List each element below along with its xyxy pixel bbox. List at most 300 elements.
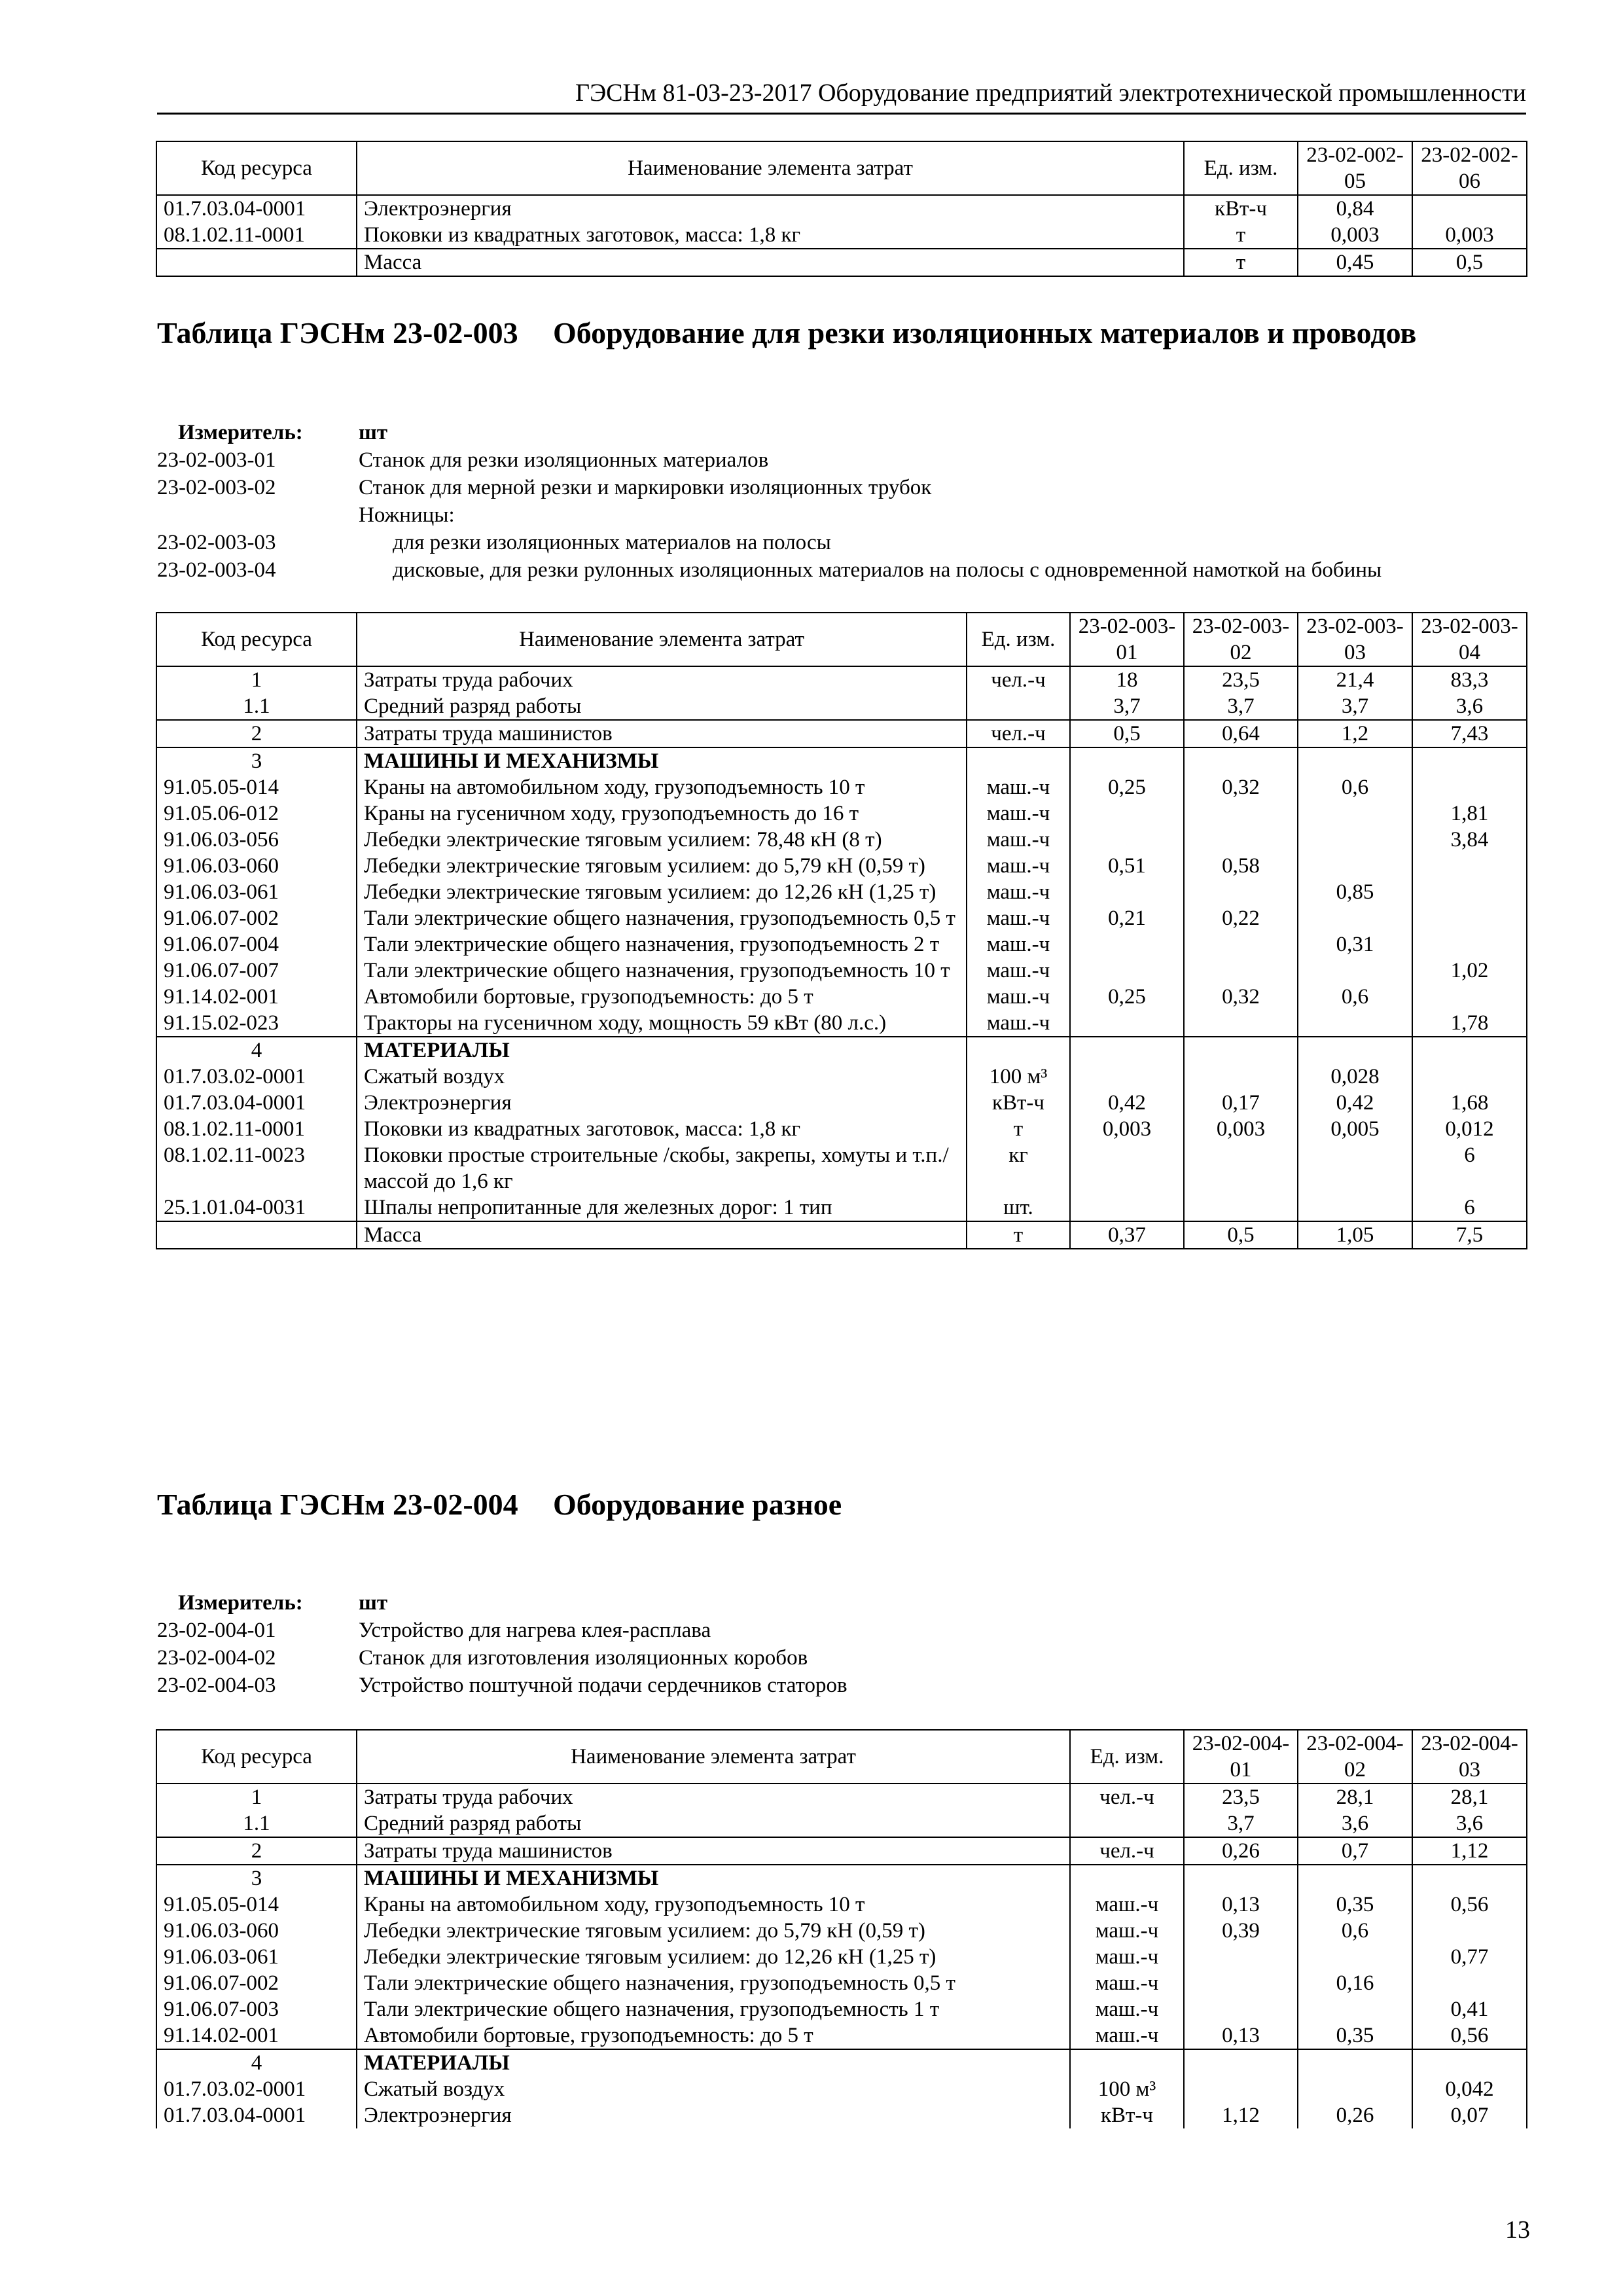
value-cell <box>1412 1064 1527 1090</box>
value-cell <box>1184 1037 1298 1064</box>
value-cell: 1,05 <box>1298 1221 1412 1249</box>
value-cell <box>1070 747 1184 774</box>
col-header-unit: Ед. изм. <box>967 613 1070 666</box>
table-header-row <box>156 613 1527 666</box>
col-header-name: Наименование элемента затрат <box>357 613 967 666</box>
unit: маш.-ч <box>967 879 1070 905</box>
value-cell <box>1412 984 1527 1010</box>
value-cell <box>1070 1142 1184 1194</box>
unit: маш.-ч <box>967 800 1070 827</box>
value-cell: 0,5 <box>1412 249 1527 276</box>
value-cell <box>1070 827 1184 853</box>
value-cell: 3,7 <box>1070 693 1184 720</box>
unit: маш.-ч <box>967 1010 1070 1037</box>
unit: кВт-ч <box>967 1090 1070 1116</box>
list-item <box>157 1617 1531 1644</box>
col-header-unit: Ед. изм. <box>1184 141 1298 195</box>
resource-code: 01.7.03.04-0001 <box>156 1090 357 1116</box>
value-cell: 1,12 <box>1184 2102 1298 2128</box>
value-cell: 3,6 <box>1412 1810 1527 1837</box>
cost-element-name: Затраты труда рабочих <box>357 666 967 693</box>
value-cell <box>1298 958 1412 984</box>
cost-element-name: Средний разряд работы <box>357 1810 1070 1837</box>
cost-element-name: Тали электрические общего назначения, грузоподъемность 1 т <box>357 1996 1070 2022</box>
value-cell: 0,003 <box>1298 222 1412 249</box>
cost-element-name: Электроэнергия <box>357 195 1184 222</box>
resource-code: 91.14.02-001 <box>156 984 357 1010</box>
table-row <box>156 1970 1527 1996</box>
running-header: ГЭСНм 81-03-23-2017 Оборудование предприятий электротехнической промышленности <box>157 73 1526 115</box>
item-code: 23-02-003-04 <box>157 558 276 582</box>
resource-code: 25.1.01.04-0031 <box>156 1194 357 1221</box>
col-header-value: 23-02-004-02 <box>1298 1730 1412 1784</box>
value-cell <box>1184 2049 1298 2076</box>
unit: маш.-ч <box>1070 1944 1184 1970</box>
cost-element-name: Лебедки электрические тяговым усилием: до 12,26 кН (1,25 т) <box>357 1944 1070 1970</box>
item-text: Устройство для нагрева клея-расплава <box>359 1619 711 1642</box>
item-code: 23-02-004-03 <box>157 1674 276 1697</box>
resource-code: 01.7.03.04-0001 <box>156 2102 357 2128</box>
table-row <box>156 1037 1527 1064</box>
resource-code: 91.06.03-061 <box>156 879 357 905</box>
value-cell <box>1298 1865 1412 1892</box>
value-cell: 1,12 <box>1412 1837 1527 1865</box>
cost-element-name: Лебедки электрические тяговым усилием: до 5,79 кН (0,59 т) <box>357 853 967 879</box>
table-row <box>156 958 1527 984</box>
table-row-mass <box>156 249 1527 276</box>
value-cell: 1,81 <box>1412 800 1527 827</box>
value-cell <box>1298 1142 1412 1194</box>
resource-code <box>156 249 357 276</box>
value-cell: 0,35 <box>1298 2022 1412 2049</box>
cost-element-name: Тали электрические общего назначения, грузоподъемность 10 т <box>357 958 967 984</box>
value-cell <box>1070 1010 1184 1037</box>
list-item <box>157 1644 1531 1672</box>
cost-element-name: МАШИНЫ И МЕХАНИЗМЫ <box>357 1865 1070 1892</box>
cost-element-name: Поковки простые строительные /скобы, закрепы, хомуты и т.п./ массой до 1,6 кг <box>357 1142 967 1194</box>
table-row <box>156 1837 1527 1865</box>
value-cell: 0,42 <box>1070 1090 1184 1116</box>
table-row <box>156 1116 1527 1142</box>
meter-row <box>157 419 1531 446</box>
value-cell <box>1184 2076 1298 2102</box>
value-cell <box>1412 774 1527 800</box>
unit: шт. <box>967 1194 1070 1221</box>
value-cell: 0,58 <box>1184 853 1298 879</box>
value-cell: 23,5 <box>1184 1784 1298 1810</box>
value-cell: 0,16 <box>1298 1970 1412 1996</box>
resource-code: 91.06.07-007 <box>156 958 357 984</box>
item-code: 23-02-003-02 <box>157 476 276 499</box>
col-header-value: 23-02-002-06 <box>1412 141 1527 195</box>
value-cell <box>1298 1194 1412 1221</box>
resource-code: 01.7.03.02-0001 <box>156 2076 357 2102</box>
value-cell: 0,84 <box>1298 195 1412 222</box>
item-text: Станок для резки изоляционных материалов <box>359 448 769 472</box>
table-row <box>156 1064 1527 1090</box>
table-row <box>156 1944 1527 1970</box>
list-item <box>157 474 1531 501</box>
table-row <box>156 1090 1527 1116</box>
value-cell: 0,77 <box>1412 1944 1527 1970</box>
value-cell <box>1412 1970 1527 1996</box>
table-row <box>156 693 1527 720</box>
value-cell: 0,37 <box>1070 1221 1184 1249</box>
item-text: Устройство поштучной подачи сердечников статоров <box>359 1674 847 1697</box>
unit: маш.-ч <box>967 931 1070 958</box>
value-cell: 0,13 <box>1184 2022 1298 2049</box>
resource-code: 2 <box>156 720 357 747</box>
cost-element-name: Поковки из квадратных заготовок, масса: 1,8 кг <box>357 1116 967 1142</box>
table-row <box>156 905 1527 931</box>
value-cell: 0,003 <box>1184 1116 1298 1142</box>
resource-code: 91.05.05-014 <box>156 774 357 800</box>
value-cell: 3,6 <box>1412 693 1527 720</box>
value-cell: 0,26 <box>1298 2102 1412 2128</box>
table-row <box>156 1865 1527 1892</box>
value-cell <box>1298 853 1412 879</box>
cost-element-name: Электроэнергия <box>357 1090 967 1116</box>
cost-element-name: Тали электрические общего назначения, грузоподъемность 2 т <box>357 931 967 958</box>
cost-element-name: Автомобили бортовые, грузоподъемность: до 5 т <box>357 984 967 1010</box>
table-row <box>156 984 1527 1010</box>
value-cell: 1,2 <box>1298 720 1412 747</box>
cost-element-name: Тали электрические общего назначения, грузоподъемность 0,5 т <box>357 905 967 931</box>
meter-label: Измеритель: <box>178 421 303 444</box>
cost-element-name: Масса <box>357 1221 967 1249</box>
value-cell: 0,39 <box>1184 1918 1298 1944</box>
value-cell: 3,7 <box>1184 1810 1298 1837</box>
table-row <box>156 747 1527 774</box>
item-code: 23-02-003-03 <box>157 531 276 554</box>
value-cell: 1,02 <box>1412 958 1527 984</box>
value-cell <box>1298 2076 1412 2102</box>
cost-element-name: Шпалы непропитанные для железных дорог: 1 тип <box>357 1194 967 1221</box>
unit: чел.-ч <box>1070 1837 1184 1865</box>
table-003-number: Таблица ГЭСНм 23-02-003 <box>157 316 518 350</box>
value-cell <box>1412 195 1527 222</box>
col-header-code: Код ресурса <box>156 1730 357 1784</box>
item-text: Станок для изготовления изоляционных коробов <box>359 1646 808 1670</box>
unit: маш.-ч <box>967 827 1070 853</box>
col-header-code: Код ресурса <box>156 141 357 195</box>
meter-unit: шт <box>359 421 388 444</box>
resource-code: 3 <box>156 1865 357 1892</box>
value-cell <box>1412 1865 1527 1892</box>
value-cell: 6 <box>1412 1142 1527 1194</box>
cost-element-name: Затраты труда рабочих <box>357 1784 1070 1810</box>
value-cell <box>1298 2049 1412 2076</box>
value-cell: 0,64 <box>1184 720 1298 747</box>
meter-row <box>157 1589 1531 1617</box>
list-item <box>157 446 1531 474</box>
unit: маш.-ч <box>967 853 1070 879</box>
page-number: 13 <box>1505 2216 1530 2244</box>
table-row <box>156 1918 1527 1944</box>
value-cell: 0,6 <box>1298 774 1412 800</box>
value-cell <box>1412 747 1527 774</box>
value-cell: 0,31 <box>1298 931 1412 958</box>
resource-table-23-02-002 <box>156 141 1527 277</box>
table-row <box>156 931 1527 958</box>
resource-code: 91.06.03-060 <box>156 1918 357 1944</box>
table-003-title: Оборудование для резки изоляционных материалов и проводов <box>553 316 1417 350</box>
resource-code: 91.06.07-002 <box>156 905 357 931</box>
cost-element-name: Лебедки электрические тяговым усилием: 78,48 кН (8 т) <box>357 827 967 853</box>
cost-element-name: Сжатый воздух <box>357 1064 967 1090</box>
value-cell: 3,7 <box>1298 693 1412 720</box>
value-cell: 0,13 <box>1184 1892 1298 1918</box>
value-cell: 28,1 <box>1412 1784 1527 1810</box>
cost-element-name: МАТЕРИАЛЫ <box>357 2049 1070 2076</box>
item-text: для резки изоляционных материалов на полосы <box>393 531 831 554</box>
unit: маш.-ч <box>1070 2022 1184 2049</box>
cost-element-name: Поковки из квадратных заготовок, масса: 1,8 кг <box>357 222 1184 249</box>
value-cell <box>1184 1194 1298 1221</box>
value-cell: 0,5 <box>1184 1221 1298 1249</box>
value-cell: 0,32 <box>1184 984 1298 1010</box>
resource-table-23-02-004 <box>156 1729 1527 2128</box>
table-row <box>156 879 1527 905</box>
table-003-heading <box>157 314 1526 393</box>
unit: маш.-ч <box>1070 1970 1184 1996</box>
value-cell: 0,5 <box>1070 720 1184 747</box>
unit <box>967 1037 1070 1064</box>
value-cell <box>1412 931 1527 958</box>
value-cell: 0,012 <box>1412 1116 1527 1142</box>
value-cell <box>1184 1064 1298 1090</box>
table-row-mass <box>156 1221 1527 1249</box>
resource-code: 91.14.02-001 <box>156 2022 357 2049</box>
resource-table-23-02-003 <box>156 612 1527 1249</box>
value-cell: 18 <box>1070 666 1184 693</box>
resource-code: 3 <box>156 747 357 774</box>
value-cell <box>1184 1944 1298 1970</box>
unit <box>967 693 1070 720</box>
cost-element-name: Средний разряд работы <box>357 693 967 720</box>
table-004-number: Таблица ГЭСНм 23-02-004 <box>157 1488 518 1521</box>
value-cell: 0,32 <box>1184 774 1298 800</box>
value-cell <box>1070 800 1184 827</box>
value-cell: 0,028 <box>1298 1064 1412 1090</box>
value-cell <box>1298 747 1412 774</box>
item-text: Станок для мерной резки и маркировки изоляционных трубок <box>359 476 932 499</box>
value-cell <box>1184 827 1298 853</box>
table-row <box>156 800 1527 827</box>
table-row <box>156 195 1527 222</box>
value-cell: 0,22 <box>1184 905 1298 931</box>
value-cell: 0,003 <box>1412 222 1527 249</box>
item-code: 23-02-003-01 <box>157 448 276 472</box>
cost-element-name: МАШИНЫ И МЕХАНИЗМЫ <box>357 747 967 774</box>
value-cell: 0,21 <box>1070 905 1184 931</box>
resource-code <box>156 1221 357 1249</box>
cost-element-name: Краны на автомобильном ходу, грузоподъемность 10 т <box>357 774 967 800</box>
table-row <box>156 1010 1527 1037</box>
table-row <box>156 853 1527 879</box>
value-cell <box>1184 1996 1298 2022</box>
col-header-value: 23-02-003-03 <box>1298 613 1412 666</box>
table-row <box>156 774 1527 800</box>
value-cell: 0,56 <box>1412 2022 1527 2049</box>
unit: кВт-ч <box>1184 195 1298 222</box>
item-text: Ножницы: <box>359 503 455 527</box>
resource-code: 08.1.02.11-0023 <box>156 1142 357 1194</box>
unit: маш.-ч <box>1070 1892 1184 1918</box>
value-cell <box>1070 958 1184 984</box>
unit <box>1070 2049 1184 2076</box>
value-cell: 0,45 <box>1298 249 1412 276</box>
unit <box>967 747 1070 774</box>
unit: маш.-ч <box>967 984 1070 1010</box>
value-cell <box>1298 1944 1412 1970</box>
value-cell <box>1184 1142 1298 1194</box>
value-cell: 21,4 <box>1298 666 1412 693</box>
item-code: 23-02-004-01 <box>157 1619 276 1642</box>
value-cell: 3,6 <box>1298 1810 1412 1837</box>
resource-code: 01.7.03.04-0001 <box>156 195 357 222</box>
resource-code: 1.1 <box>156 693 357 720</box>
col-header-unit: Ед. изм. <box>1070 1730 1184 1784</box>
cost-element-name: Затраты труда машинистов <box>357 720 967 747</box>
resource-code: 1 <box>156 666 357 693</box>
table-004-title: Оборудование разное <box>553 1488 842 1521</box>
table-row <box>156 1194 1527 1221</box>
unit <box>1070 1865 1184 1892</box>
value-cell: 0,25 <box>1070 984 1184 1010</box>
table-004-meter-block <box>157 1589 1531 1699</box>
cost-element-name: Краны на гусеничном ходу, грузоподъемность до 16 т <box>357 800 967 827</box>
value-cell: 0,17 <box>1184 1090 1298 1116</box>
value-cell <box>1184 800 1298 827</box>
value-cell: 0,042 <box>1412 2076 1527 2102</box>
value-cell <box>1298 1010 1412 1037</box>
resource-code: 91.06.07-003 <box>156 1996 357 2022</box>
value-cell: 0,005 <box>1298 1116 1412 1142</box>
value-cell <box>1070 1194 1184 1221</box>
resource-code: 91.06.03-056 <box>156 827 357 853</box>
resource-code: 91.06.07-002 <box>156 1970 357 1996</box>
table-row <box>156 1784 1527 1810</box>
value-cell <box>1184 1865 1298 1892</box>
unit: 100 м³ <box>967 1064 1070 1090</box>
value-cell <box>1412 2049 1527 2076</box>
unit: чел.-ч <box>1070 1784 1184 1810</box>
value-cell <box>1412 905 1527 931</box>
value-cell <box>1298 1996 1412 2022</box>
cost-element-name: Краны на автомобильном ходу, грузоподъемность 10 т <box>357 1892 1070 1918</box>
unit: т <box>1184 249 1298 276</box>
value-cell: 0,56 <box>1412 1892 1527 1918</box>
resource-code: 91.05.05-014 <box>156 1892 357 1918</box>
value-cell: 28,1 <box>1298 1784 1412 1810</box>
value-cell <box>1412 853 1527 879</box>
resource-code: 08.1.02.11-0001 <box>156 222 357 249</box>
value-cell: 1,68 <box>1412 1090 1527 1116</box>
unit: т <box>967 1116 1070 1142</box>
value-cell <box>1298 905 1412 931</box>
col-header-value: 23-02-003-01 <box>1070 613 1184 666</box>
unit: кВт-ч <box>1070 2102 1184 2128</box>
value-cell <box>1184 931 1298 958</box>
unit: кг <box>967 1142 1070 1194</box>
value-cell: 1,78 <box>1412 1010 1527 1037</box>
value-cell: 0,25 <box>1070 774 1184 800</box>
value-cell: 0,6 <box>1298 984 1412 1010</box>
resource-code: 1.1 <box>156 1810 357 1837</box>
cost-element-name: Автомобили бортовые, грузоподъемность: до 5 т <box>357 2022 1070 2049</box>
resource-code: 91.15.02-023 <box>156 1010 357 1037</box>
resource-code: 91.06.03-061 <box>156 1944 357 1970</box>
resource-code: 08.1.02.11-0001 <box>156 1116 357 1142</box>
unit: чел.-ч <box>967 666 1070 693</box>
value-cell: 23,5 <box>1184 666 1298 693</box>
cost-element-name: Лебедки электрические тяговым усилием: до 5,79 кН (0,59 т) <box>357 1918 1070 1944</box>
unit: т <box>1184 222 1298 249</box>
value-cell: 7,5 <box>1412 1221 1527 1249</box>
value-cell: 0,07 <box>1412 2102 1527 2128</box>
table-row <box>156 1142 1527 1194</box>
table-row <box>156 720 1527 747</box>
table-row <box>156 222 1527 249</box>
value-cell: 0,41 <box>1412 1996 1527 2022</box>
unit: маш.-ч <box>1070 1918 1184 1944</box>
unit: чел.-ч <box>967 720 1070 747</box>
table-header-row <box>156 1730 1527 1784</box>
unit: т <box>967 1221 1070 1249</box>
resource-code: 91.06.07-004 <box>156 931 357 958</box>
list-item <box>157 556 1531 584</box>
value-cell: 0,7 <box>1298 1837 1412 1865</box>
value-cell <box>1070 879 1184 905</box>
table-row <box>156 1996 1527 2022</box>
value-cell <box>1070 1064 1184 1090</box>
table-row <box>156 2076 1527 2102</box>
resource-code: 01.7.03.02-0001 <box>156 1064 357 1090</box>
resource-code: 4 <box>156 1037 357 1064</box>
table-row <box>156 666 1527 693</box>
value-cell <box>1070 1037 1184 1064</box>
table-row <box>156 2102 1527 2128</box>
table-row <box>156 2049 1527 2076</box>
col-header-name: Наименование элемента затрат <box>357 141 1184 195</box>
table-row <box>156 2022 1527 2049</box>
value-cell <box>1184 747 1298 774</box>
value-cell <box>1070 931 1184 958</box>
value-cell: 0,6 <box>1298 1918 1412 1944</box>
table-003-meter-block <box>157 419 1531 584</box>
table-004-heading <box>157 1486 1526 1564</box>
resource-code: 1 <box>156 1784 357 1810</box>
cost-element-name: Лебедки электрические тяговым усилием: до 12,26 кН (1,25 т) <box>357 879 967 905</box>
value-cell <box>1184 1010 1298 1037</box>
table-row <box>156 827 1527 853</box>
resource-code: 2 <box>156 1837 357 1865</box>
value-cell: 3,7 <box>1184 693 1298 720</box>
unit: маш.-ч <box>967 958 1070 984</box>
unit: маш.-ч <box>967 905 1070 931</box>
resource-code: 4 <box>156 2049 357 2076</box>
value-cell: 7,43 <box>1412 720 1527 747</box>
value-cell: 0,35 <box>1298 1892 1412 1918</box>
item-text: дисковые, для резки рулонных изоляционных материалов на полосы с одновременной намоткой на бобины <box>393 558 1382 582</box>
cost-element-name: Масса <box>357 249 1184 276</box>
col-header-value: 23-02-004-01 <box>1184 1730 1298 1784</box>
cost-element-name: Сжатый воздух <box>357 2076 1070 2102</box>
resource-code: 91.06.03-060 <box>156 853 357 879</box>
unit <box>1070 1810 1184 1837</box>
value-cell <box>1412 879 1527 905</box>
